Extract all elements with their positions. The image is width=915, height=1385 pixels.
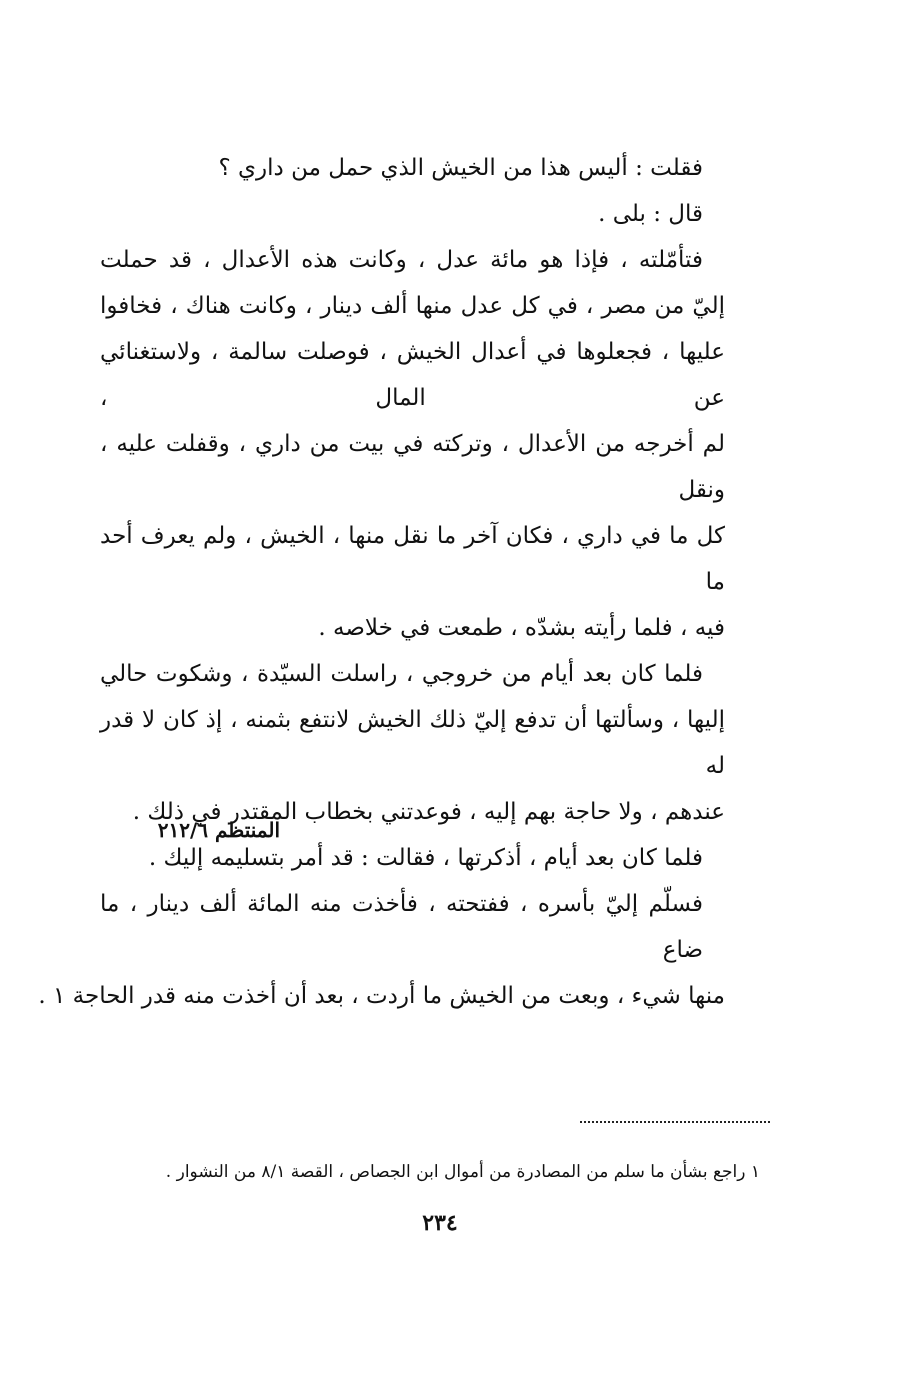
text-line: فلما كان بعد أيام من خروجي ، راسلت السيّدة ، وشكوت حالي: [100, 661, 703, 687]
text-line: قال : بلى .: [598, 201, 703, 227]
footnote-divider: [580, 1121, 770, 1123]
text-line: فيه ، فلما رأيته بشدّه ، طمعت في خلاصه .: [318, 615, 725, 641]
text-line: إليها ، وسألتها أن تدفع إليّ ذلك الخيش لانتفع بثمنه ، إذ كان لا قدر له: [100, 707, 725, 779]
text-line: إليّ من مصر ، في كل عدل منها ألف دينار ، وكانت هناك ، فخافوا: [100, 293, 725, 319]
text-line: فتأمّلته ، فإذا هو مائة عدل ، وكانت هذه الأعدال ، قد حملت: [100, 247, 703, 273]
text-line: لم أخرجه من الأعدال ، وتركته في بيت من داري ، وقفلت عليه ، ونقل: [100, 431, 725, 503]
footnote: ١ راجع بشأن ما سلم من المصادرة من أموال ابن الجصاص ، القصة ٨/١ من النشوار .: [165, 1162, 760, 1182]
page-number: ٢٣٤: [422, 1210, 458, 1236]
source-reference: المنتظم ٢١٢/٦: [157, 818, 280, 842]
text-line: عندهم ، ولا حاجة بهم إليه ، فوعدتني بخطاب المقتدر في ذلك .: [132, 799, 725, 825]
text-line: كل ما في داري ، فكان آخر ما نقل منها ، الخيش ، ولم يعرف أحد ما: [100, 523, 725, 595]
text-line: فقلت : أليس هذا من الخيش الذي حمل من داري ؟: [218, 155, 703, 181]
text-line: منها شيء ، وبعت من الخيش ما أردت ، بعد أن أخذت منه قدر الحاجة ١ .: [38, 983, 725, 1009]
body-text: [38, 145, 725, 1019]
text-line: عليها ، فجعلوها في أعدال الخيش ، فوصلت سالمة ، ولاستغنائي عن المال ،: [100, 339, 725, 411]
text-line: فسلّم إليّ بأسره ، ففتحته ، فأخذت منه المائة ألف دينار ، ما ضاع: [100, 891, 703, 963]
text-line: فلما كان بعد أيام ، أذكرتها ، فقالت : قد أمر بتسليمه إليك .: [148, 845, 703, 871]
